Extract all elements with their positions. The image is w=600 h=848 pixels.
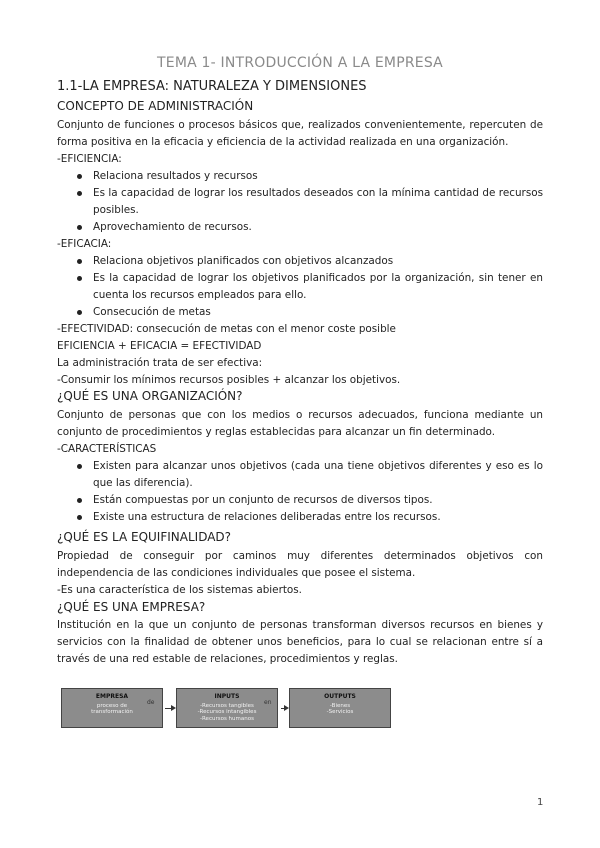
eficacia-list [57, 253, 543, 321]
inputs-box-line: -Recursos humanos [200, 715, 254, 722]
equi-block [57, 548, 543, 599]
efectividad-text: -EFECTIVIDAD: consecución de metas con el menor coste posible [57, 323, 396, 335]
emp-block [57, 617, 543, 668]
eficiencia-label: -EFICIENCIA: [57, 153, 122, 165]
admin-line1: La administración trata de ser efectiva: [57, 357, 263, 369]
page-number: 1 [537, 797, 544, 808]
eficacia-label: -EFICACIA: [57, 238, 112, 250]
list-item: Relaciona objetivos planificados con objetivos alcanzados [57, 253, 543, 270]
section-heading: 1.1-LA EMPRESA: NATURALEZA Y DIMENSIONES [57, 79, 367, 94]
outputs-box-line: -Bienes [329, 702, 351, 709]
caract-label: -CARACTERÍSTICAS [57, 443, 157, 455]
eficiencia-list [57, 168, 543, 236]
list-item: Existen para alcanzar unos objetivos (cada una tiene objetivos diferentes y eso es lo que las diferencia). [57, 458, 543, 492]
outputs-box [289, 688, 391, 728]
arrow-label-en: en [264, 699, 272, 706]
concept-heading: CONCEPTO DE ADMINISTRACIÓN [57, 99, 254, 113]
empresa-box-line: proceso de [96, 702, 128, 709]
list-item: Aprovechamiento de recursos. [57, 219, 543, 236]
empresa-box-title: EMPRESA [95, 693, 129, 700]
caract-list [57, 458, 543, 526]
arrow-label-de: de [147, 699, 155, 706]
list-item: Existe una estructura de relaciones deliberadas entre los recursos. [57, 509, 543, 526]
concept-text: Conjunto de funciones o procesos básicos que, realizados convenientemente, repercuten de forma positiva en la eficacia y eficiencia de la actividad realizada en una organización. [57, 119, 543, 148]
list-item: Están compuestas por un conjunto de recursos de diversos tipos. [57, 492, 543, 509]
list-item: Consecución de metas [57, 304, 543, 321]
empresa-box [61, 688, 163, 728]
concept-block [57, 117, 543, 389]
equi-text: Propiedad de conseguir por caminos muy diferentes determinados objetivos con independencia de las condiciones individuales que posee el sistema. [57, 550, 543, 579]
list-item: Es la capacidad de lograr los objetivos planificados por la organización, sin tener en cuenta los recursos empleados para ello. [57, 270, 543, 304]
empresa-box-line: transformación [91, 709, 133, 715]
admin-line2: -Consumir los mínimos recursos posibles + alcanzar los objetivos. [57, 374, 401, 386]
emp-heading: ¿QUÉ ES UNA EMPRESA? [57, 600, 206, 614]
inputs-box-title: INPUTS [214, 693, 240, 700]
equi-heading: ¿QUÉ ES LA EQUIFINALIDAD? [57, 530, 232, 544]
org-block [57, 407, 543, 526]
org-heading: ¿QUÉ ES UNA ORGANIZACIÓN? [57, 389, 243, 403]
arrow-en [281, 708, 287, 709]
inputs-box-line: -Recursos tangibles [200, 702, 254, 709]
document-title: TEMA 1- INTRODUCCIÓN A LA EMPRESA [157, 55, 443, 71]
outputs-box-title: OUTPUTS [324, 693, 356, 700]
arrow-de [165, 708, 174, 709]
equi-note: -Es una característica de los sistemas abiertos. [57, 584, 302, 596]
outputs-box-line: -Servicios [326, 709, 354, 715]
list-item: Relaciona resultados y recursos [57, 168, 543, 185]
inputs-box [176, 688, 278, 728]
org-text: Conjunto de personas que con los medios o recursos adecuados, funciona mediante un conjunto de procedimientos y reglas establecidas para alcanzar un fin determinado. [57, 409, 543, 438]
list-item: Es la capacidad de lograr los resultados deseados con la mínima cantidad de recursos posibles. [57, 185, 543, 219]
inputs-box-line: -Recursos intangibles [197, 709, 257, 715]
formula-text: EFICIENCIA + EFICACIA = EFECTIVIDAD [57, 340, 262, 352]
emp-text: Institución en la que un conjunto de personas transforman diversos recursos en bienes y servicios con la finalidad de obtener unos beneficios, para lo cual se relacionan entre sí a través de una red estable de relaciones, procedimientos y reglas. [57, 619, 543, 665]
